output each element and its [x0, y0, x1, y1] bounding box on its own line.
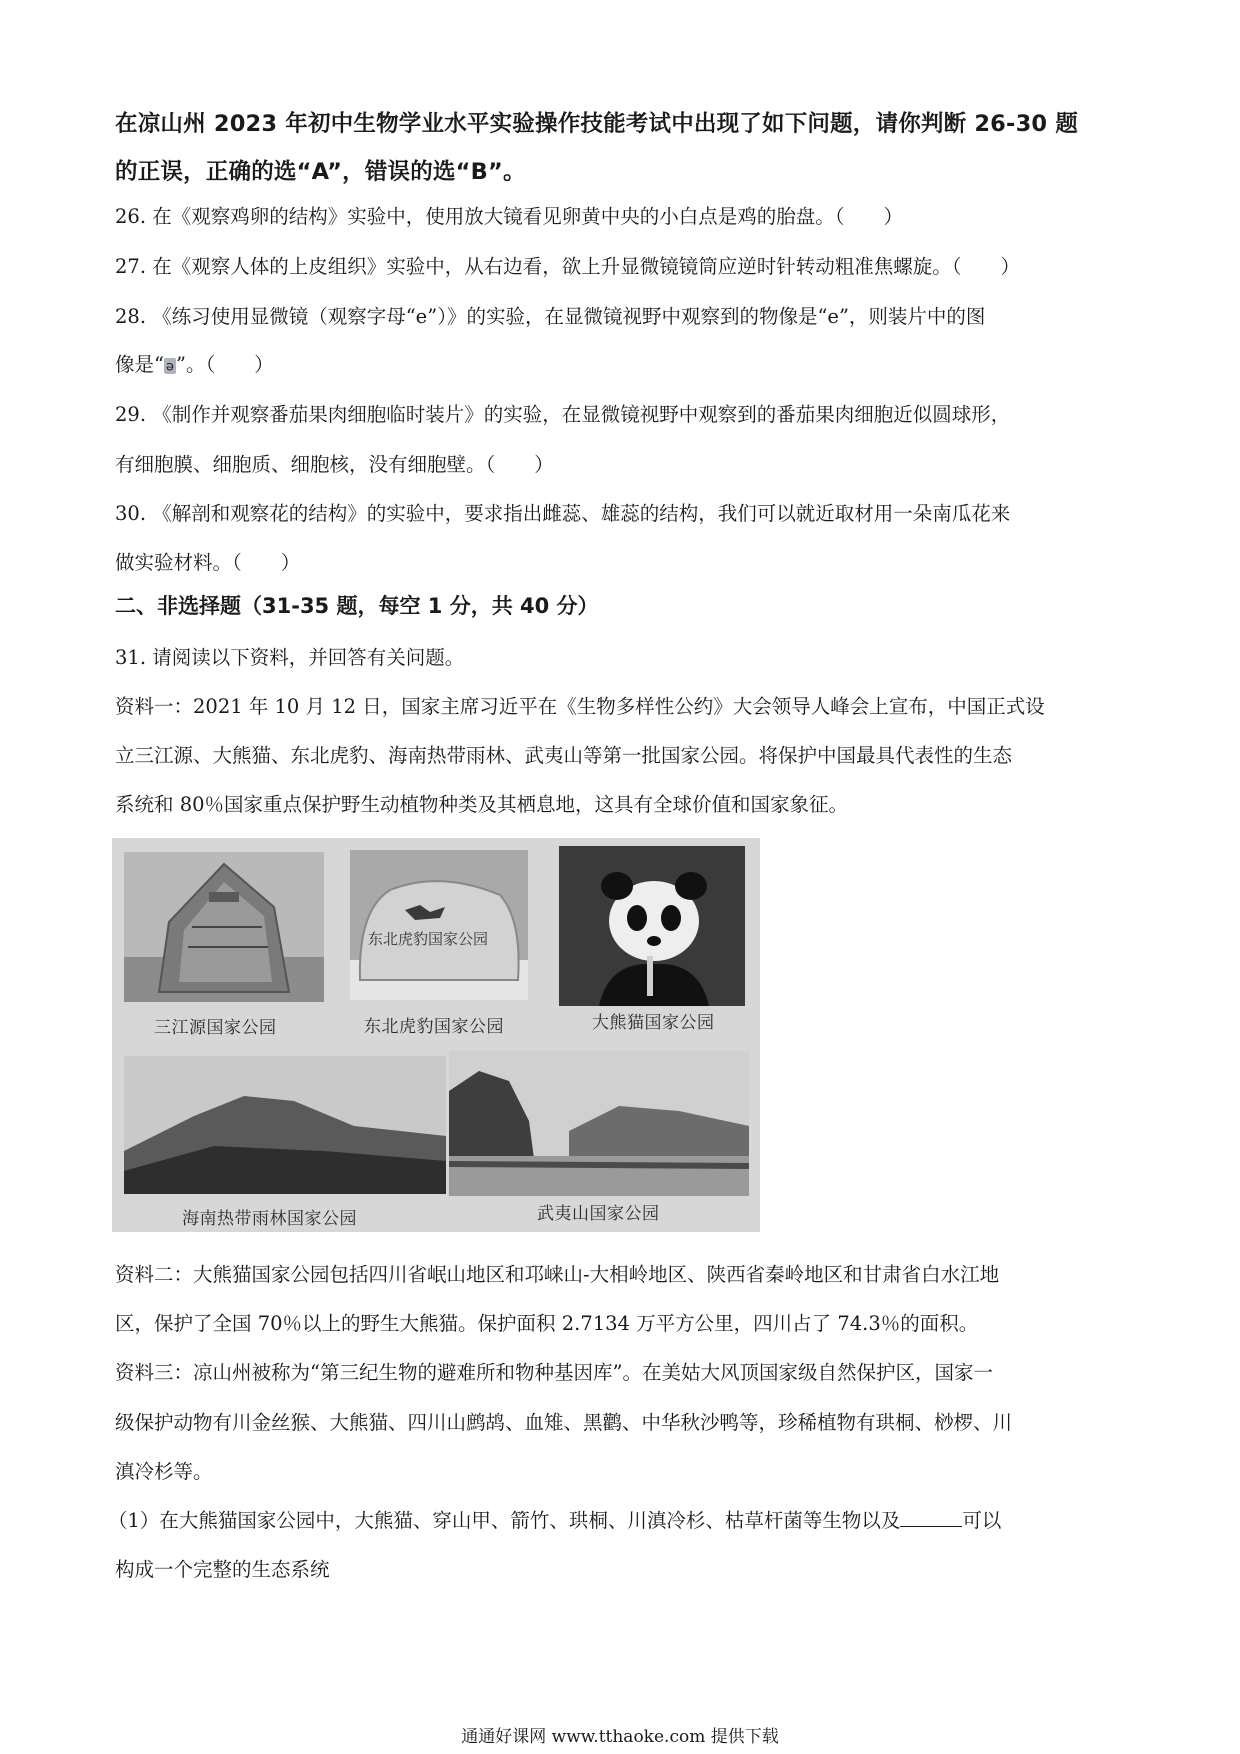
caption-hainan-rainforest: 海南热带雨林国家公园 — [182, 1209, 357, 1229]
caption-northeast-tiger-leopard: 东北虎豹国家公园 — [364, 1017, 504, 1037]
footer-watermark: 通通好课网 www.tthaoke.com 提供下载 — [461, 1727, 779, 1747]
material-3-line-3: 滇冷杉等。 — [115, 1460, 213, 1483]
photo-northeast-tiger-leopard — [350, 850, 528, 1000]
sub-question-1-line-1 — [108, 1508, 1128, 1534]
caption-wuyishan: 武夷山国家公园 — [537, 1204, 660, 1224]
sub-question-1-line-2: 构成一个完整的生态系统 — [115, 1558, 330, 1581]
material-1-line-1: 资料一：2021 年 10 月 12 日，国家主席习近平在《生物多样性公约》大会领导人峰会上宣布，中国正式设 — [115, 695, 1045, 718]
photo-giant-panda — [559, 846, 745, 1006]
question-28-line-2 — [115, 352, 1135, 378]
instruction-line-2: 的正误，正确的选“A”，错误的选“B”。 — [115, 159, 526, 185]
inverted-e-image: e — [165, 358, 174, 374]
photo-hainan-rainforest — [124, 1056, 446, 1194]
photo-sanjiangyuan — [124, 852, 324, 1002]
material-2-line-2: 区，保护了全国 70％以上的野生大熊猫。保护面积 2.7134 万平方公里，四川占了 74.3％的面积。 — [115, 1312, 979, 1335]
material-2-line-1: 资料二：大熊猫国家公园包括四川省岷山地区和邛崃山-大相岭地区、陕西省秦岭地区和甘肃省白水江地 — [115, 1263, 1000, 1286]
material-1-line-2: 立三江源、大熊猫、东北虎豹、海南热带雨林、武夷山等第一批国家公园。将保护中国最具代表性的生态 — [115, 744, 1013, 767]
question-30-line-2: 做实验材料。（ ） — [115, 551, 301, 574]
caption-giant-panda: 大熊猫国家公园 — [592, 1013, 715, 1033]
sub-question-1-text: （1）在大熊猫国家公园中，大熊猫、穿山甲、箭竹、珙桐、川滇冷杉、枯草杆菌等生物以及 — [108, 1509, 901, 1532]
sub-question-1-continuation: 可以 — [962, 1509, 1002, 1532]
national-parks-photo-collage — [112, 838, 760, 1232]
material-3-line-2: 级保护动物有川金丝猴、大熊猫、四川山鹧鸪、血雉、黑鹳、中华秋沙鸭等，珍稀植物有珙桐、桫椤、川 — [115, 1411, 1013, 1434]
question-27: 27. 在《观察人体的上皮组织》实验中，从右边看，欲上升显微镜镜筒应逆时针转动粗准焦螺旋。（ ） — [115, 255, 1020, 278]
stone-inscription: 东北虎豹国家公园 — [368, 930, 489, 948]
photo-wuyishan — [449, 1051, 749, 1196]
answer-blank[interactable] — [900, 1508, 962, 1527]
instruction-line-1: 在凉山州 2023 年初中生物学业水平实验操作技能考试中出现了如下问题，请你判断 26-30 题 — [115, 111, 1079, 137]
question-28-suffix: ”。（ ） — [175, 353, 274, 376]
caption-sanjiangyuan: 三江源国家公园 — [154, 1018, 277, 1038]
material-1-line-3: 系统和 80％国家重点保护野生动植物种类及其栖息地，这具有全球价值和国家象征。 — [115, 793, 849, 816]
question-28-line-1: 28. 《练习使用显微镜（观察字母“e”）》的实验，在显微镜视野中观察到的物像是“e”，则装片中的图 — [115, 305, 986, 328]
instruction-paragraph — [115, 100, 1130, 196]
section-title: 二、非选择题（31-35 题，每空 1 分，共 40 分） — [115, 594, 599, 618]
question-29-line-2: 有细胞膜、细胞质、细胞核，没有细胞壁。（ ） — [115, 453, 554, 476]
question-31-prompt: 31. 请阅读以下资料，并回答有关问题。 — [115, 646, 465, 669]
question-30-line-1: 30. 《解剖和观察花的结构》的实验中，要求指出雌蕊、雄蕊的结构，我们可以就近取材用一朵南瓜花来 — [115, 502, 1011, 525]
material-3-line-1: 资料三：凉山州被称为“第三纪生物的避难所和物种基因库”。在美姑大风顶国家级自然保护区，国家一 — [115, 1361, 993, 1384]
question-29-line-1: 29. 《制作并观察番茄果肉细胞临时装片》的实验，在显微镜视野中观察到的番茄果肉细胞近似圆球形， — [115, 403, 1011, 426]
question-26: 26. 在《观察鸡卵的结构》实验中，使用放大镜看见卵黄中央的小白点是鸡的胎盘。（ ） — [115, 205, 903, 228]
question-28-prefix: 像是“ — [115, 353, 164, 376]
